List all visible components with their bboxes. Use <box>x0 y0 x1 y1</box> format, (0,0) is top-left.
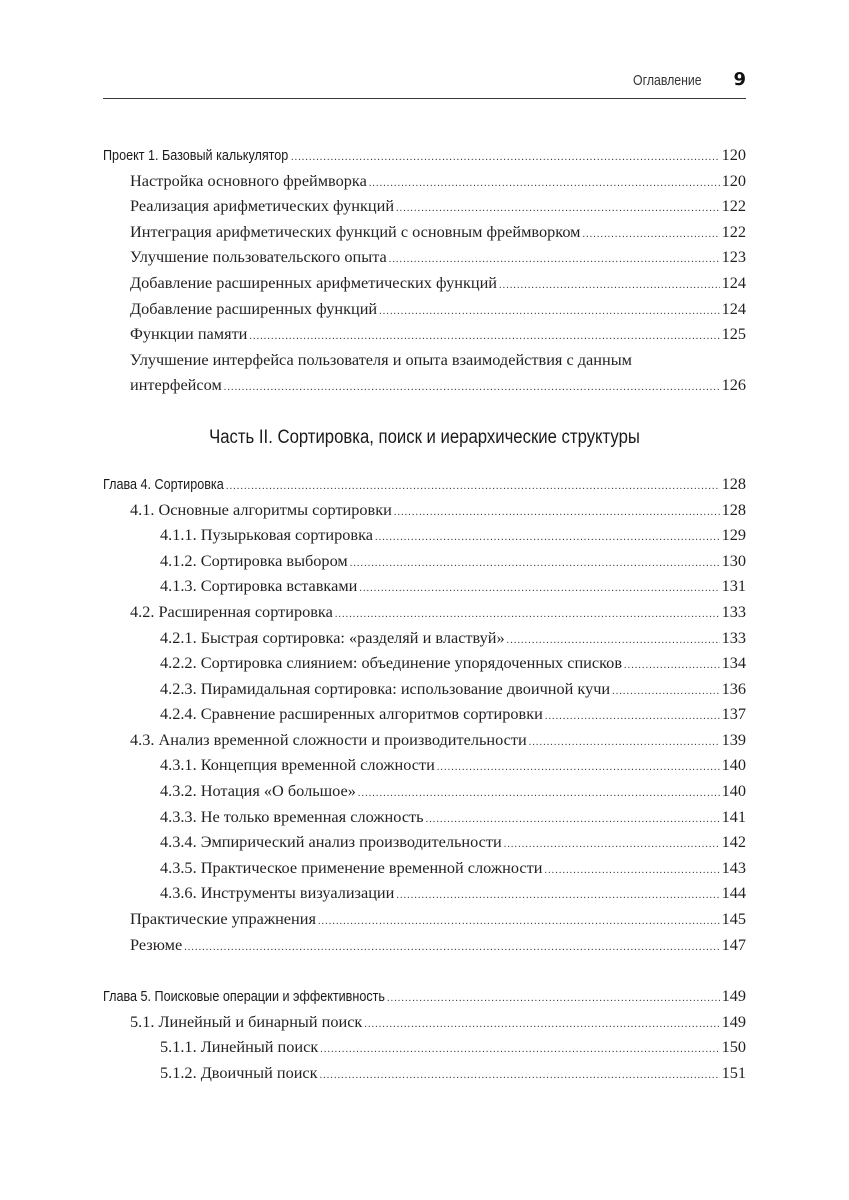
toc-entry-page: 126 <box>721 375 746 395</box>
toc-entry[interactable] <box>103 270 746 296</box>
toc-entry[interactable] <box>103 676 746 702</box>
toc-entry-page: 128 <box>721 473 746 493</box>
toc-entry-project-1[interactable] <box>103 142 746 168</box>
toc-entry[interactable] <box>103 752 746 778</box>
dot-leader <box>387 986 720 1012</box>
toc-entry[interactable] <box>103 522 746 548</box>
dot-leader <box>249 324 719 350</box>
toc-entry[interactable] <box>103 321 746 347</box>
dot-leader <box>612 679 719 705</box>
toc-entry[interactable] <box>103 548 746 574</box>
toc-entry-page: 149 <box>721 986 746 1006</box>
toc-entry-label: Резюме <box>130 934 183 954</box>
toc-entry-label: Улучшение пользовательского опыта <box>130 247 387 267</box>
toc-entry-label: 4.2.3. Пирамидальная сортировка: использование двоичной кучи <box>160 678 611 698</box>
toc-entry-label: 4.3.6. Инструменты визуализации <box>160 883 395 903</box>
toc-entry-label-line1: Улучшение интерфейса пользователя и опыта взаимодействия с данным <box>130 349 632 369</box>
dot-leader <box>184 935 719 961</box>
toc-entry-page: 149 <box>721 1011 746 1031</box>
toc-entry-label: 4.3.4. Эмпирический анализ производительности <box>160 832 502 852</box>
toc-entry[interactable] <box>103 219 746 245</box>
toc-entry[interactable] <box>103 573 746 599</box>
toc-entry-page: 150 <box>721 1037 746 1057</box>
toc-entry-page: 130 <box>721 550 746 570</box>
toc-entry[interactable] <box>103 599 746 625</box>
toc-entry-page: 131 <box>721 576 746 596</box>
toc-entry-label: 4.1.2. Сортировка выбором <box>160 550 348 570</box>
toc-entry-label: Практические упражнения <box>130 909 316 929</box>
toc-entry-page: 142 <box>721 832 746 852</box>
toc-entry[interactable] <box>103 906 746 932</box>
toc-entry-page: 124 <box>721 272 746 292</box>
toc-entry-page: 151 <box>721 1063 746 1082</box>
toc-entry-page: 141 <box>721 806 746 826</box>
dot-leader <box>394 500 720 526</box>
toc-entry-page: 137 <box>721 704 746 724</box>
toc-entry-page: 122 <box>721 221 746 241</box>
toc-entry-label: 4.3. Анализ временной сложности и производительности <box>130 729 527 749</box>
toc-entry[interactable] <box>103 1060 746 1086</box>
dot-leader <box>582 222 719 248</box>
dot-leader <box>437 755 720 781</box>
toc-entry-label: Функции памяти <box>130 324 248 344</box>
dot-leader <box>375 525 720 551</box>
dot-leader <box>499 273 720 299</box>
toc-entry-label: 4.1. Основные алгоритмы сортировки <box>130 499 392 519</box>
toc-entry-page: 128 <box>721 499 746 519</box>
toc-entry-label-line2: интерфейсом <box>130 375 222 395</box>
toc-entry-chapter-4[interactable] <box>103 471 746 497</box>
toc-entry-label: 4.1.3. Сортировка вставками <box>160 576 358 596</box>
toc-entry[interactable] <box>103 701 746 727</box>
page-number: 9 <box>733 69 746 90</box>
toc-entry-page: 144 <box>721 883 746 903</box>
toc-entry[interactable] <box>103 1009 746 1035</box>
dot-leader <box>396 883 719 909</box>
dot-leader <box>318 909 720 935</box>
dot-leader <box>359 576 719 602</box>
toc-entry-label: Интеграция арифметических функций с основным фреймворком <box>130 221 581 241</box>
toc-entry-label: Настройка основного фреймворка <box>130 170 367 190</box>
toc-entry-label: Реализация арифметических функций <box>130 196 395 216</box>
toc-entry-wrapped[interactable] <box>103 347 746 401</box>
dot-leader <box>379 299 719 325</box>
toc-entry[interactable] <box>103 193 746 219</box>
toc-entry-label: 4.1.1. Пузырьковая сортировка <box>160 525 373 545</box>
dot-leader <box>544 858 719 884</box>
toc-entry-page: 145 <box>721 909 746 929</box>
toc-entry-label: Проект 1. Базовый калькулятор <box>103 147 289 164</box>
toc-entry[interactable] <box>103 778 746 804</box>
dot-leader <box>350 551 720 577</box>
toc-entry-page: 140 <box>721 755 746 775</box>
toc-entry-label: Глава 5. Поисковые операции и эффективность <box>103 988 385 1006</box>
toc-entry-page: 122 <box>721 196 746 216</box>
dot-leader <box>369 171 720 197</box>
dot-leader <box>529 730 720 756</box>
toc-entry-page: 124 <box>721 298 746 318</box>
toc-entry-page: 120 <box>721 170 746 190</box>
running-head <box>103 70 746 99</box>
toc-entry-label: 4.2.2. Сортировка слиянием: объединение упорядоченных списков <box>160 653 623 673</box>
toc-entry-page: 143 <box>721 857 746 877</box>
toc-entry[interactable] <box>103 497 746 523</box>
toc-entry-label: 5.1.1. Линейный поиск <box>160 1037 319 1057</box>
dot-leader <box>624 653 720 679</box>
toc-entry-label: 4.3.2. Нотация «О большое» <box>160 781 356 801</box>
toc-entry[interactable] <box>103 880 746 906</box>
dot-leader <box>364 1012 719 1038</box>
dot-leader <box>224 375 720 401</box>
toc-entry[interactable] <box>103 296 746 322</box>
toc-entry-label: 4.2. Расширенная сортировка <box>130 601 333 621</box>
toc-entry-label: 4.2.1. Быстрая сортировка: «разделяй и властвуй» <box>160 627 505 647</box>
toc-entry[interactable] <box>103 168 746 194</box>
toc-entry-page: 136 <box>721 678 746 698</box>
toc-entry[interactable] <box>103 1034 746 1060</box>
toc-entry[interactable] <box>103 727 746 753</box>
toc-entry-label: 4.3.3. Не только временная сложность <box>160 806 424 826</box>
toc-entry-label: 4.3.1. Концепция временной сложности <box>160 755 435 775</box>
toc-entry-page: 120 <box>721 145 746 164</box>
toc-entry[interactable] <box>103 244 746 270</box>
running-head-title: Оглавление <box>633 72 702 89</box>
toc-entry-chapter-5[interactable] <box>103 983 746 1009</box>
toc-entry-label: Глава 4. Сортировка <box>103 475 224 493</box>
toc-entry[interactable] <box>103 855 746 881</box>
toc-entry-label: 5.1. Линейный и бинарный поиск <box>130 1011 363 1031</box>
toc-entry-page: 134 <box>721 653 746 673</box>
part-heading: Часть II. Сортировка, поиск и иерархические структуры <box>209 426 640 448</box>
toc-entry[interactable] <box>103 829 746 855</box>
toc-entry-label: 5.1.2. Двоичный поиск <box>160 1063 318 1082</box>
toc-entry-label: Добавление расширенных функций <box>130 298 378 318</box>
toc-entry-page: 123 <box>721 247 746 267</box>
dot-leader <box>545 704 720 730</box>
toc-entry-page: 133 <box>721 627 746 647</box>
toc-entry-page: 133 <box>721 601 746 621</box>
toc-entry[interactable] <box>103 625 746 651</box>
toc-entry-page: 125 <box>721 324 746 344</box>
toc-entry-label: Добавление расширенных арифметических функций <box>130 272 498 292</box>
table-of-contents <box>103 142 746 1086</box>
toc-entry-label: 4.3.5. Практическое применение временной сложности <box>160 857 543 877</box>
toc-entry-label: 4.2.4. Сравнение расширенных алгоритмов сортировки <box>160 704 543 724</box>
toc-entry-page: 139 <box>721 729 746 749</box>
dot-leader <box>320 1063 720 1089</box>
dot-leader <box>320 1037 719 1063</box>
toc-entry[interactable] <box>103 932 746 958</box>
toc-entry-page: 147 <box>721 934 746 954</box>
toc-entry-page: 129 <box>721 525 746 545</box>
toc-entry[interactable] <box>103 650 746 676</box>
toc-entry[interactable] <box>103 804 746 830</box>
toc-entry-page: 140 <box>721 781 746 801</box>
